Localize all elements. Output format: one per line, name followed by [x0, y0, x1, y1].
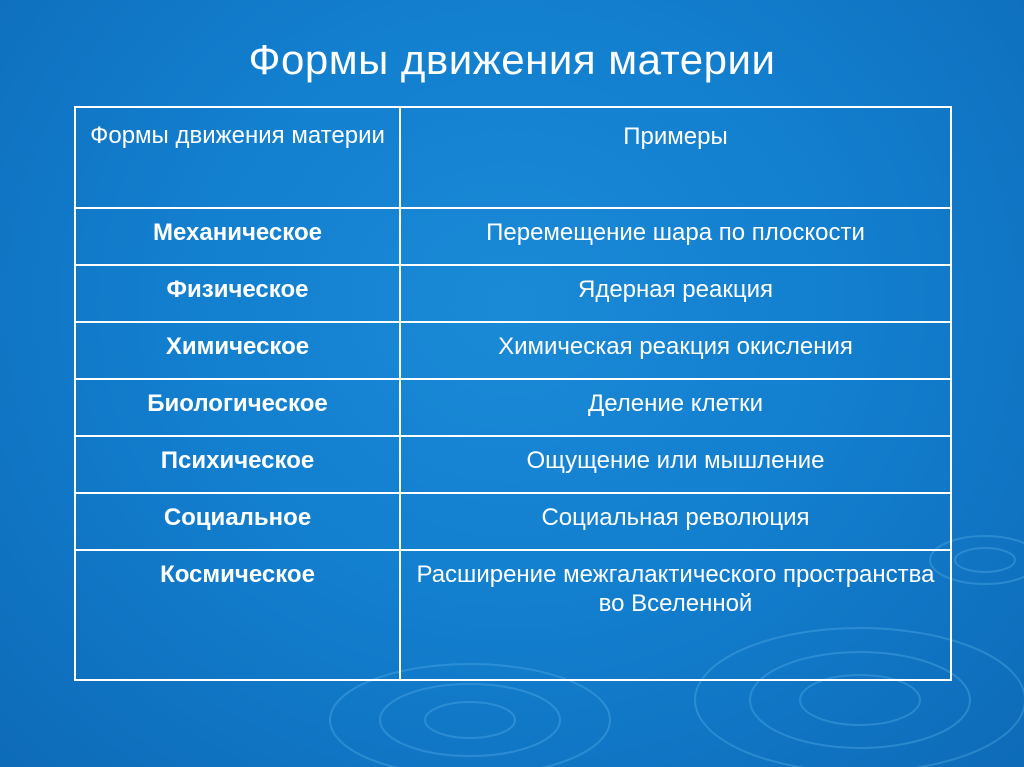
example-cell: Ощущение или мышление — [400, 436, 951, 493]
form-cell: Механическое — [75, 208, 400, 265]
example-cell: Деление клетки — [400, 379, 951, 436]
form-cell: Химическое — [75, 322, 400, 379]
table-row — [75, 493, 951, 550]
table-row — [75, 265, 951, 322]
table-row — [75, 379, 951, 436]
form-cell: Физическое — [75, 265, 400, 322]
header-examples: Примеры — [400, 107, 951, 208]
form-cell: Социальное — [75, 493, 400, 550]
example-cell: Расширение межгалактического пространства во Вселенной — [400, 550, 951, 680]
slide-title: Формы движения материи — [248, 36, 776, 83]
table-row — [75, 550, 951, 680]
form-cell: Биологическое — [75, 379, 400, 436]
table-row — [75, 436, 951, 493]
example-cell: Ядерная реакция — [400, 265, 951, 322]
forms-of-motion-table — [74, 106, 952, 681]
table-row — [75, 208, 951, 265]
form-cell: Космическое — [75, 550, 400, 680]
header-forms: Формы движения материи — [75, 107, 400, 208]
example-cell: Перемещение шара по плоскости — [400, 208, 951, 265]
form-cell: Психическое — [75, 436, 400, 493]
table-row — [75, 322, 951, 379]
example-cell: Социальная революция — [400, 493, 951, 550]
example-cell: Химическая реакция окисления — [400, 322, 951, 379]
table-header-row — [75, 107, 951, 208]
